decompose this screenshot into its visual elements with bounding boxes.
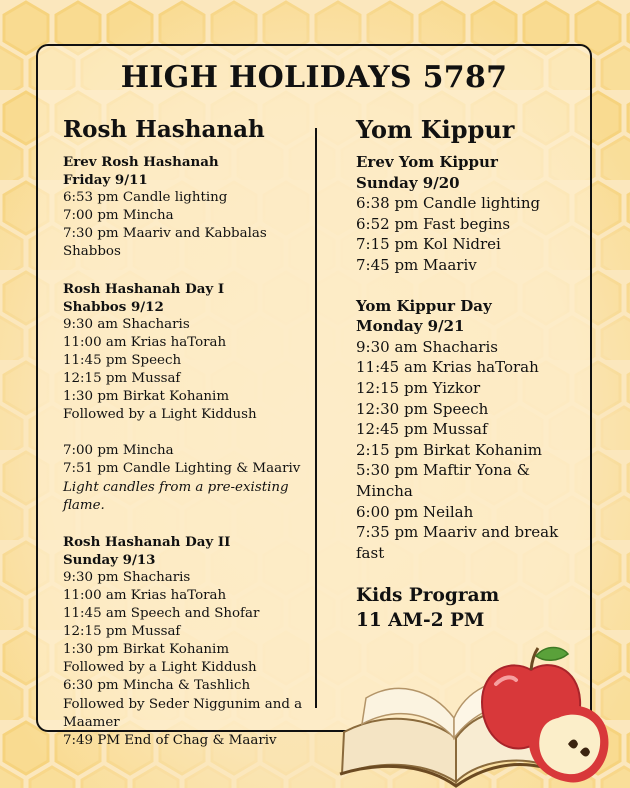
yom-kippur-day-section <box>356 296 576 564</box>
section-date: Sunday 9/20 <box>356 173 460 192</box>
schedule-line: 12:15 pm Mussaf <box>63 624 181 640</box>
schedule-line: Followed by a Light Kiddush <box>63 660 257 676</box>
schedule-line: 7:15 pm Kol Nidrei <box>356 235 501 254</box>
schedule-line: 7:51 pm Candle Lighting & Maariv <box>63 461 301 477</box>
rosh-hashanah-day1-section <box>63 280 313 425</box>
schedule-line: 5:30 pm Maftir Yona & Mincha <box>356 461 531 500</box>
erev-rosh-hashanah-section <box>63 153 313 262</box>
section-name: Erev Rosh Hashanah <box>63 154 219 170</box>
schedule-line: 12:15 pm Mussaf <box>63 371 181 387</box>
section-date: Shabbos 9/12 <box>63 298 164 315</box>
schedule-line: 11:00 am Krias haTorah <box>63 334 227 350</box>
schedule-line: 7:45 pm Maariv <box>356 255 477 274</box>
schedule-line: 6:00 pm Neilah <box>356 502 474 521</box>
rosh-hashanah-day2-section <box>63 533 313 750</box>
schedule-line: 7:49 PM End of Chag & Maariv <box>63 732 277 748</box>
section-date: Sunday 9/13 <box>63 551 156 568</box>
book-and-apple-illustration <box>336 640 616 788</box>
schedule-line: 6:30 pm Mincha & Tashlich <box>63 678 251 694</box>
section-name: Rosh Hashanah Day I <box>63 280 225 297</box>
section-name: Erev Yom Kippur <box>356 153 498 171</box>
section-date: Monday 9/21 <box>356 317 465 336</box>
section-name: Yom Kippur Day <box>356 296 492 315</box>
schedule-line: 11:45 am Speech and Shofar <box>63 606 260 622</box>
kids-program-time: 11 AM-2 PM <box>356 610 485 632</box>
section-name: Rosh Hashanah Day II <box>63 533 231 550</box>
schedule-line: 7:35 pm Maariv and break fast <box>356 523 559 562</box>
rosh-hashanah-column <box>63 115 313 768</box>
schedule-line: 7:00 pm Mincha <box>63 208 174 224</box>
yom-kippur-column <box>356 114 576 633</box>
rosh-hashanah-evening-section <box>63 442 313 514</box>
schedule-line: 12:30 pm Speech <box>356 399 489 418</box>
schedule-line: 7:00 pm Mincha <box>63 443 174 459</box>
schedule-line: 1:30 pm Birkat Kohanim <box>63 389 230 405</box>
kids-program <box>356 583 576 633</box>
schedule-line: 1:30 pm Birkat Kohanim <box>63 642 230 658</box>
schedule-line: 9:30 am Shacharis <box>356 337 498 356</box>
schedule-line: Followed by Seder Niggunim and a Maamer <box>63 696 303 730</box>
schedule-line: 12:15 pm Yizkor <box>356 378 481 397</box>
rosh-hashanah-heading: Rosh Hashanah <box>63 116 265 143</box>
schedule-line: 12:45 pm Mussaf <box>356 420 488 439</box>
column-divider <box>315 128 317 708</box>
section-date: Friday 9/11 <box>63 172 148 189</box>
schedule-line: 7:30 pm Maariv and Kabbalas Shabbos <box>63 226 267 260</box>
page-title: HIGH HOLIDAYS 5787 <box>120 60 508 95</box>
erev-yom-kippur-section <box>356 152 576 276</box>
yom-kippur-heading: Yom Kippur <box>356 115 515 144</box>
schedule-line: 11:45 pm Speech <box>63 352 182 368</box>
schedule-line: Followed by a Light Kiddush <box>63 407 257 423</box>
schedule-line: 9:30 pm Shacharis <box>63 569 191 585</box>
schedule-line: 6:52 pm Fast begins <box>356 214 511 233</box>
schedule-line: 11:45 am Krias haTorah <box>356 358 539 377</box>
schedule-line: 9:30 am Shacharis <box>63 316 190 332</box>
apple-half-icon <box>529 706 609 783</box>
candle-note: Light candles from a pre-existing flame. <box>63 479 289 513</box>
schedule-line: 6:53 pm Candle lighting <box>63 190 228 206</box>
schedule-line: 6:38 pm Candle lighting <box>356 194 541 213</box>
schedule-line: 11:00 am Krias haTorah <box>63 587 227 603</box>
kids-program-title: Kids Program <box>356 585 500 607</box>
schedule-line: 2:15 pm Birkat Kohanim <box>356 440 542 459</box>
